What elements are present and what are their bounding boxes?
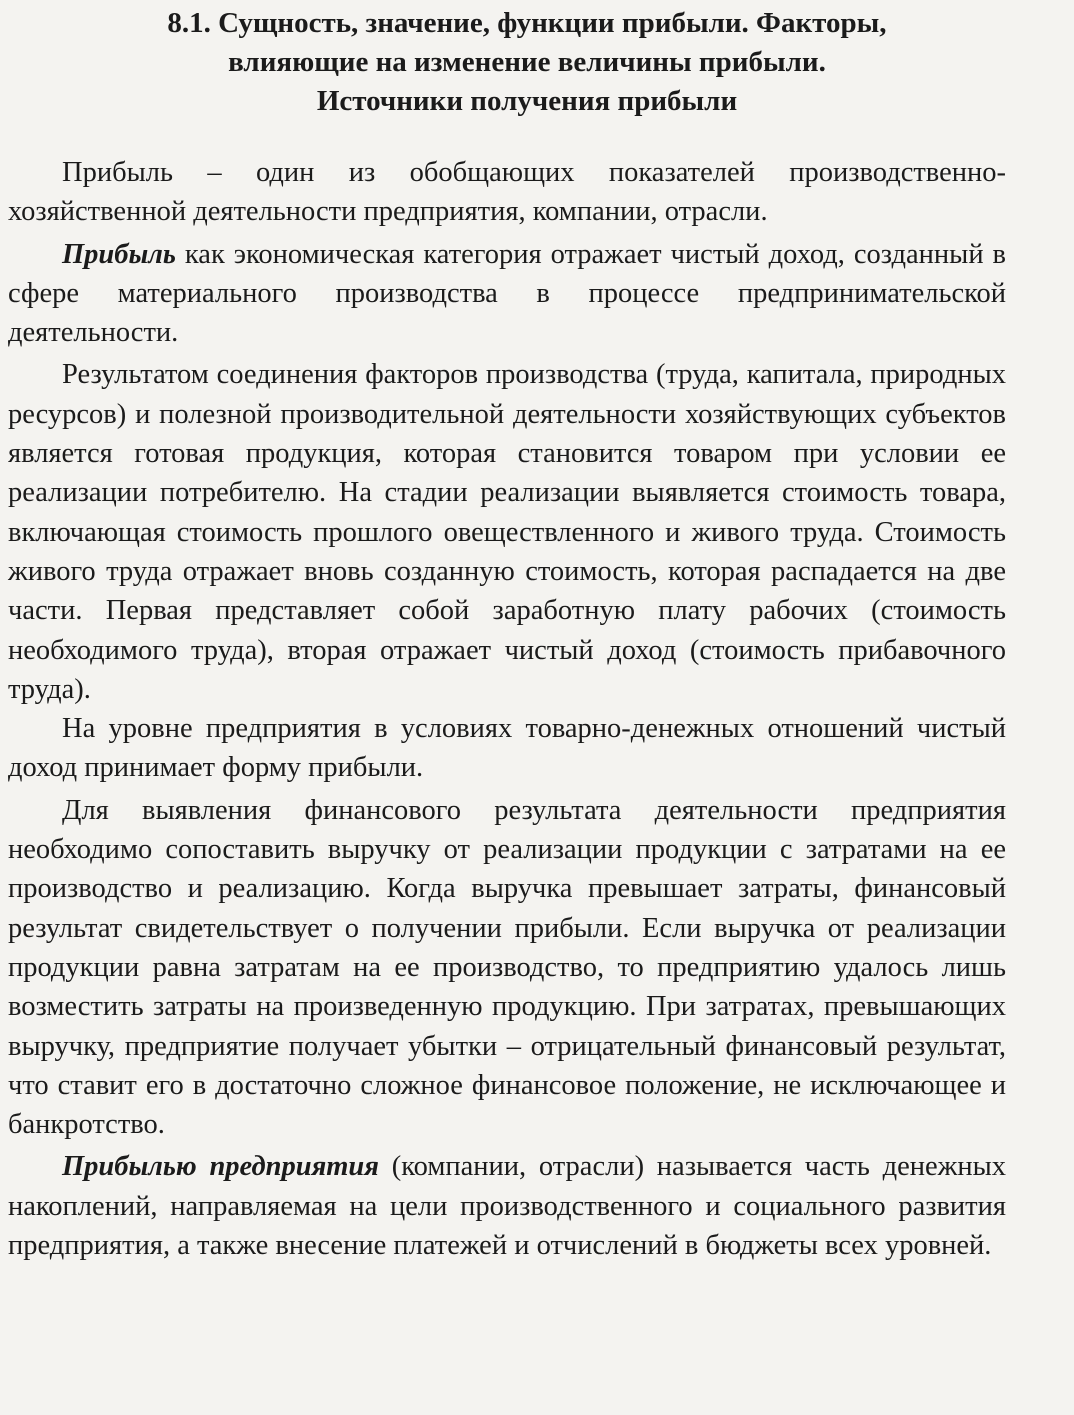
paragraph-enterprise-profit-definition <box>8 1147 1006 1265</box>
paragraph-profit-economic-category <box>8 235 1006 353</box>
paragraph-enterprise-level: На уровне предприятия в условиях товарно-денежных отношений чистый доход принимает форму прибыли. <box>8 713 1006 784</box>
paragraph-profit-intro: Прибыль – один из обобщающих показателей производственно-хозяйственной деятельности предприятия, компании, отрасли. <box>8 157 1006 228</box>
paragraph-financial-result: Для выявления финансового результата деятельности предприятия необходимо сопоставить выручку от реализации продукции с затратами на ее производство и реализацию. Когда выручка превышает затраты, финансовый результат свидетельствует о получении прибыли. Если выручка от реализации продукции равна затратам на ее производство, то предприятию удалось лишь возместить затраты на произведенную продукцию. При затратах, превышающих выручку, предприятие получает убытки – отрицательный финансовый результат, что ставит его в достаточно сложное финансовое положение, не исключающее и банкротство. <box>8 794 1006 1141</box>
section-heading <box>8 4 1006 121</box>
term-profit: Прибыль <box>62 238 176 270</box>
heading-line-2: влияющие на изменение величины прибыли. <box>228 46 826 78</box>
paragraph-text: (компании, отрасли) называется часть денежных накоплений, направляемая на цели производственного и социального развития предприятия, а также внесение платежей и отчислений в бюджеты всех уровней. <box>8 1151 1007 1262</box>
paragraph-production-result: Результатом соединения факторов производства (труда, капитала, природных ресурсов) и полезной производительной деятельности хозяйствующих субъектов является готовая продукция, которая становится товаром при условии ее реализации потребителю. На стадии реализации выявляется стоимость товара, включающая стоимость прошлого овеществленного и живого труда. Стоимость живого труда отражает вновь созданную стоимость, которая распадается на две части. Первая представляет собой заработную плату рабочих (стоимость необходимого труда), вторая отражает чистый доход (стоимость прибавочного труда). <box>8 359 1006 705</box>
paragraph-text: как экономическая категория отражает чистый доход, созданный в сфере материального производства в процессе предпринимательской деятельности. <box>8 238 1006 349</box>
heading-line-1: 8.1. Сущность, значение, функции прибыли. Факторы, <box>167 7 887 39</box>
term-enterprise-profit: Прибылью предприятия <box>62 1151 379 1183</box>
heading-line-3: Источники получения прибыли <box>316 85 738 117</box>
